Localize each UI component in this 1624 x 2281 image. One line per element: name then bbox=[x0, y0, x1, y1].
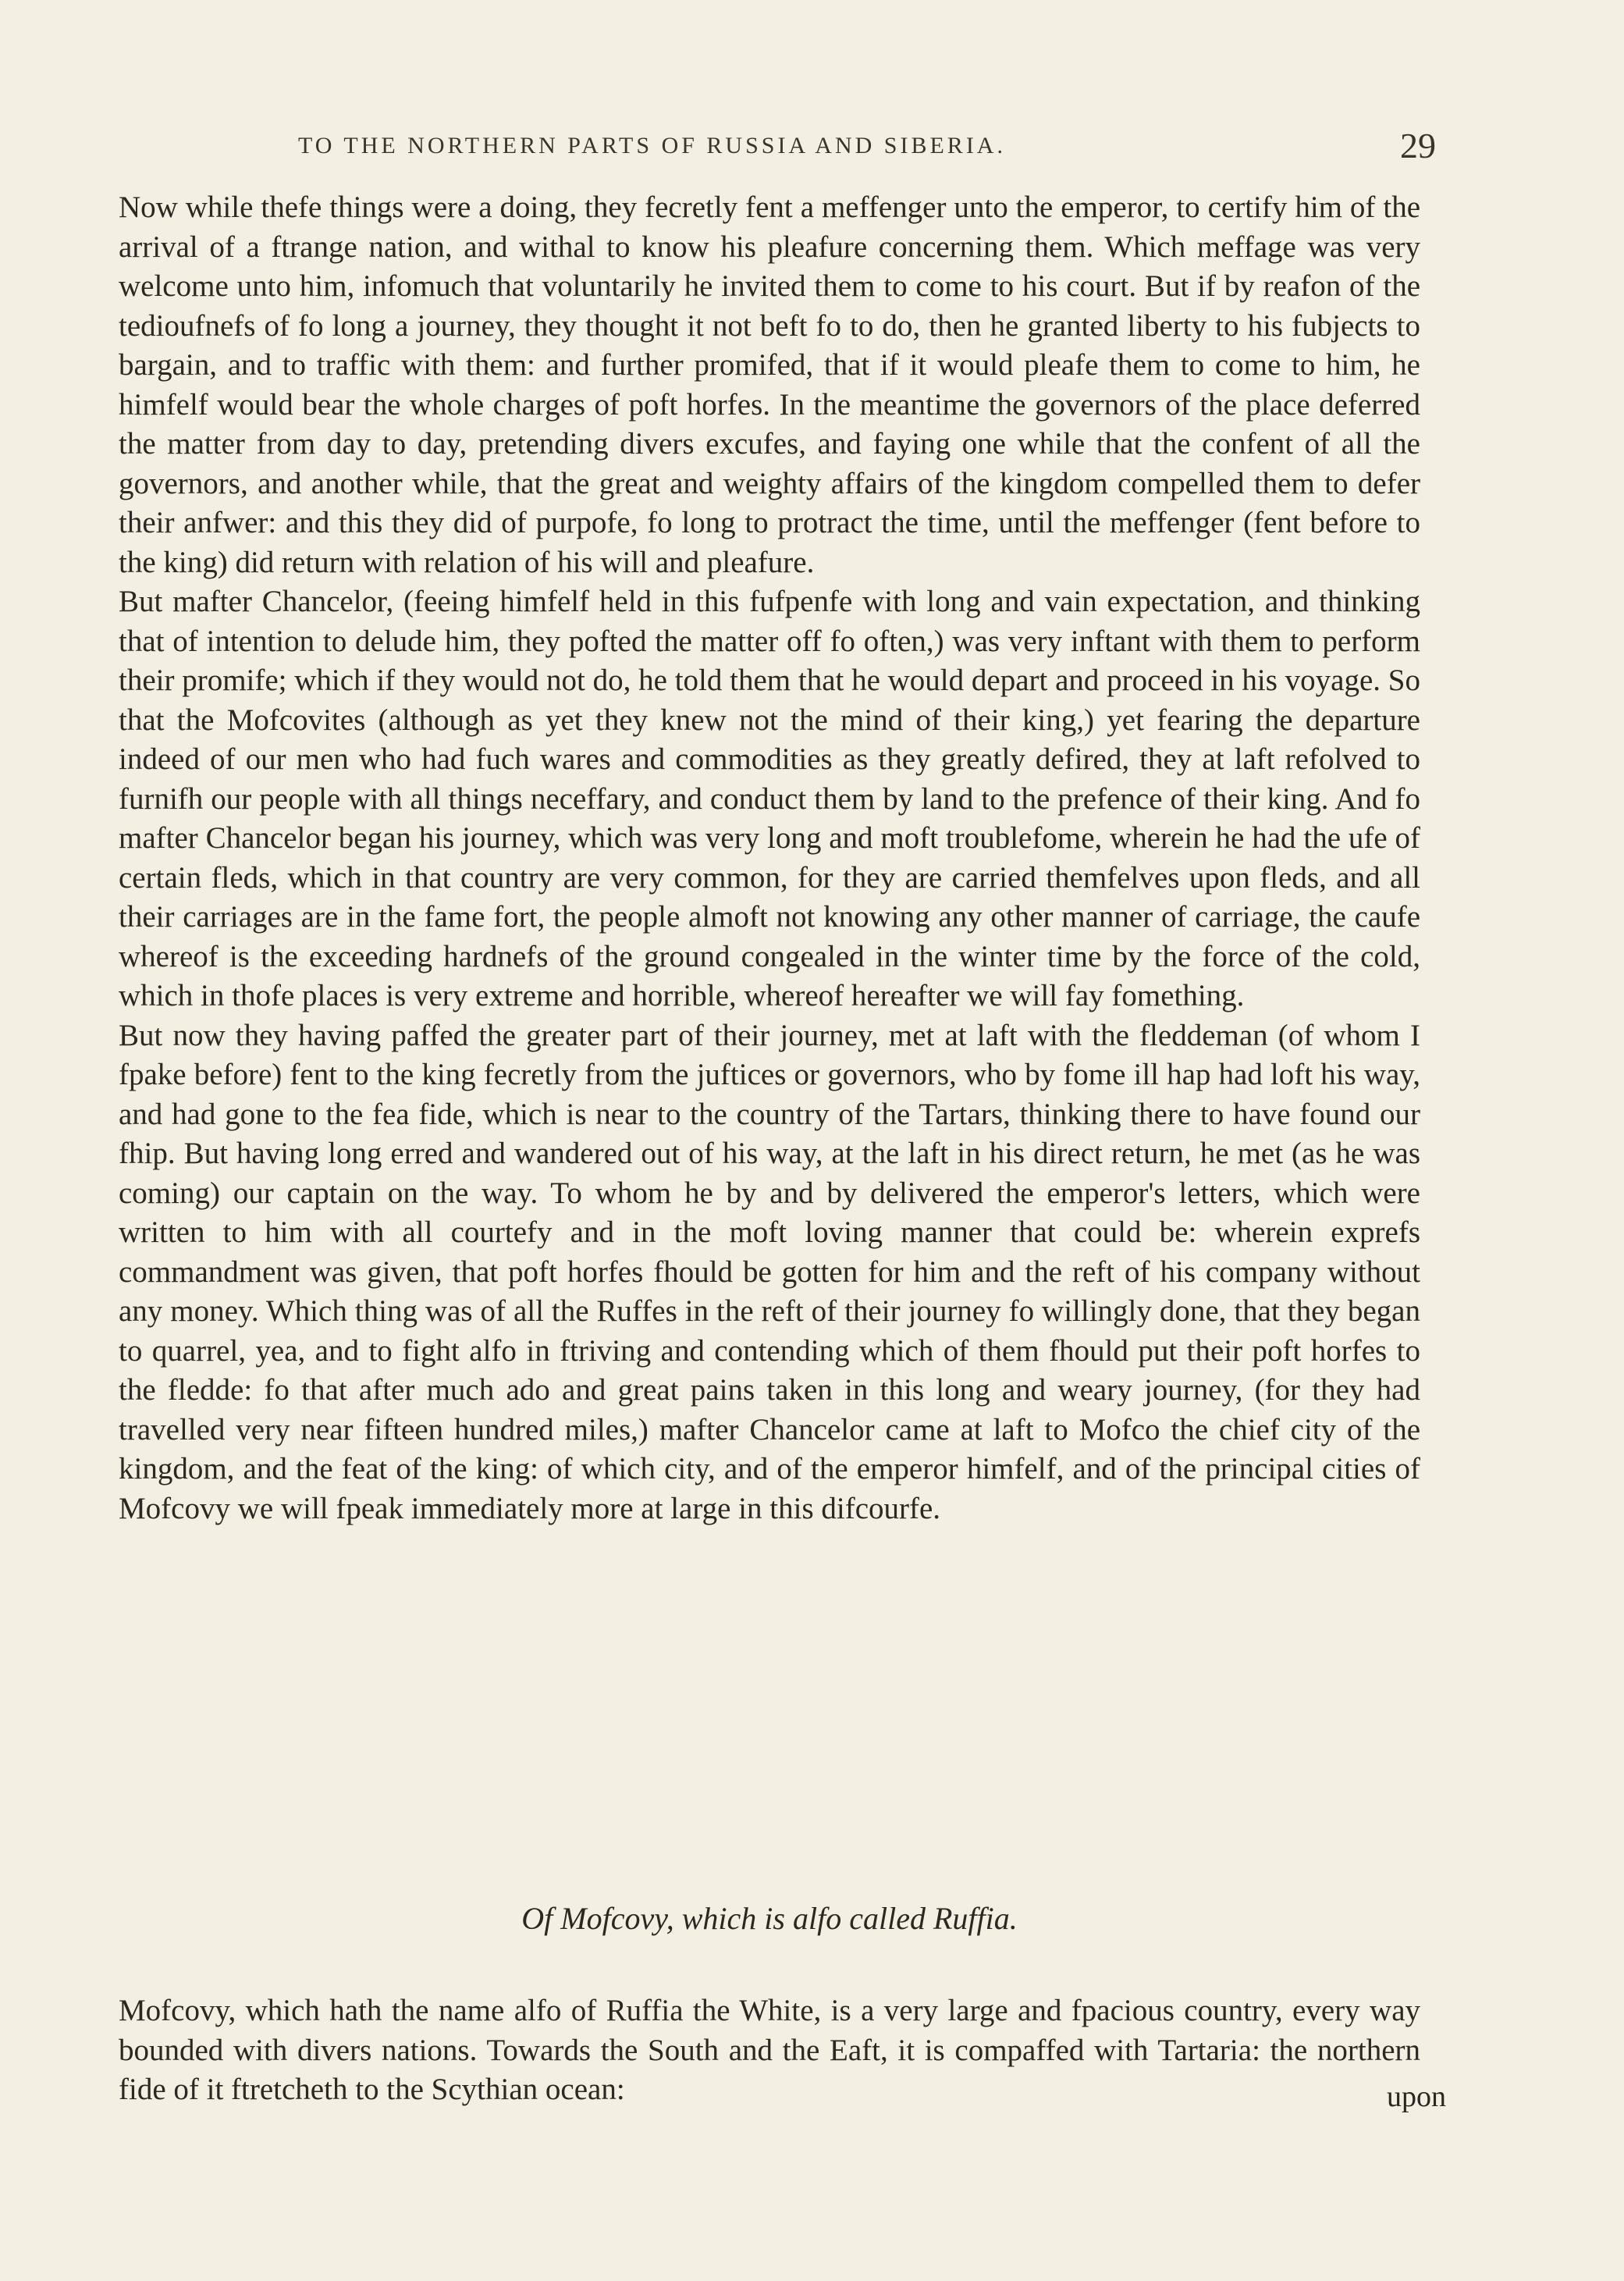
page-number: 29 bbox=[1400, 126, 1436, 165]
section-heading: Of Mofcovy, which is alfo called Ruffia. bbox=[521, 1901, 1018, 1936]
catchword: upon bbox=[1387, 2080, 1446, 2113]
paragraph: But now they having paffed the greater part of their journey, met at laft with the fleddeman (of whom I fpake before) fent to the king fecretly from the juftices or governors, who by fome ill hap had loft his way, and had gone to the fea fide, which is near to the country of the Tartars, thinking there to have found our fhip. But having long erred and wandered out of his way, at the laft in his direct return, he met (as he was coming) our captain on the way. To whom he by and by delivered the emperor's letters, which were written to him with all courtefy and in the moft loving manner that could be: wherein exprefs commandment was given, that poft horfes fhould be gotten for him and the reft of his company without any money. Which thing was of all the Ruffes in the reft of their journey fo willingly done, that they began to quarrel, yea, and to fight alfo in ftriving and contending which of them fhould put their poft horfes to the fledde: fo that after much ado and great pains taken in this long and weary journey, (for they had travelled very near fifteen hundred miles,) mafter Chancelor came at laft to Mofco the chief city of the kingdom, and the feat of the king: of which city, and of the emperor himfelf, and of the principal cities of Mofcovy we will fpeak immediately more at large in this difcourfe. bbox=[119, 1018, 1420, 1525]
section-paragraph: Mofcovy, which hath the name alfo of Ruffia the White, is a very large and fpacious country, every way bounded with divers nations. Towards the South and the Eaft, it is compaffed with Tartaria: the northern fide of it ftretcheth to the Scythian ocean: bbox=[119, 1994, 1420, 2106]
paragraph: Now while thefe things were a doing, they fecretly fent a meffenger unto the emperor, to certify him of the arrival of a ftrange nation, and withal to know his pleafure concerning them. Which meffage was very welcome unto him, infomuch that voluntarily he invited them to come to his court. But if by reafon of the tedioufnefs of fo long a journey, they thought it not beft fo to do, then he granted liberty to his fubjects to bargain, and to traffic with them: and further promifed, that if it would pleafe them to come to him, he himfelf would bear the whole charges of poft horfes. In the meantime the governors of the place deferred the matter from day to day, pretending divers excufes, and faying one while that the confent of all the governors, and another while, that the great and weighty affairs of the kingdom compelled them to defer their anfwer: and this they did of purpofe, fo long to protract the time, until the meffenger (fent before to the king) did return with relation of his will and pleafure. bbox=[119, 190, 1420, 579]
running-head bbox=[117, 128, 1436, 167]
running-title: TO THE NORTHERN PARTS OF RUSSIA AND SIBERIA. bbox=[298, 133, 1006, 158]
paragraph: But mafter Chancelor, (feeing himfelf held in this fufpenfe with long and vain expectation, and thinking that of intention to delude him, they pofted the matter off fo often,) was very inftant with them to perform their promife; which if they would not do, he told them that he would depart and proceed in his voyage. So that the Mofcovites (although as yet they knew not the mind of their king,) yet fearing the departure indeed of our men who had fuch wares and commodities as they greatly defired, they at laft refolved to furnifh our people with all things neceffary, and conduct them by land to the prefence of their king. And fo mafter Chancelor began his journey, which was very long and moft troublefome, wherein he had the ufe of certain fleds, which in that country are very common, for they are carried themfelves upon fleds, and all their carriages are in the fame fort, the people almoft not knowing any other manner of carriage, the caufe whereof is the exceeding hardnefs of the ground congealed in the winter time by the force of the cold, which in thofe places is very extreme and horrible, whereof hereafter we will fay fomething. bbox=[119, 585, 1420, 1012]
body-text bbox=[119, 188, 1420, 1528]
